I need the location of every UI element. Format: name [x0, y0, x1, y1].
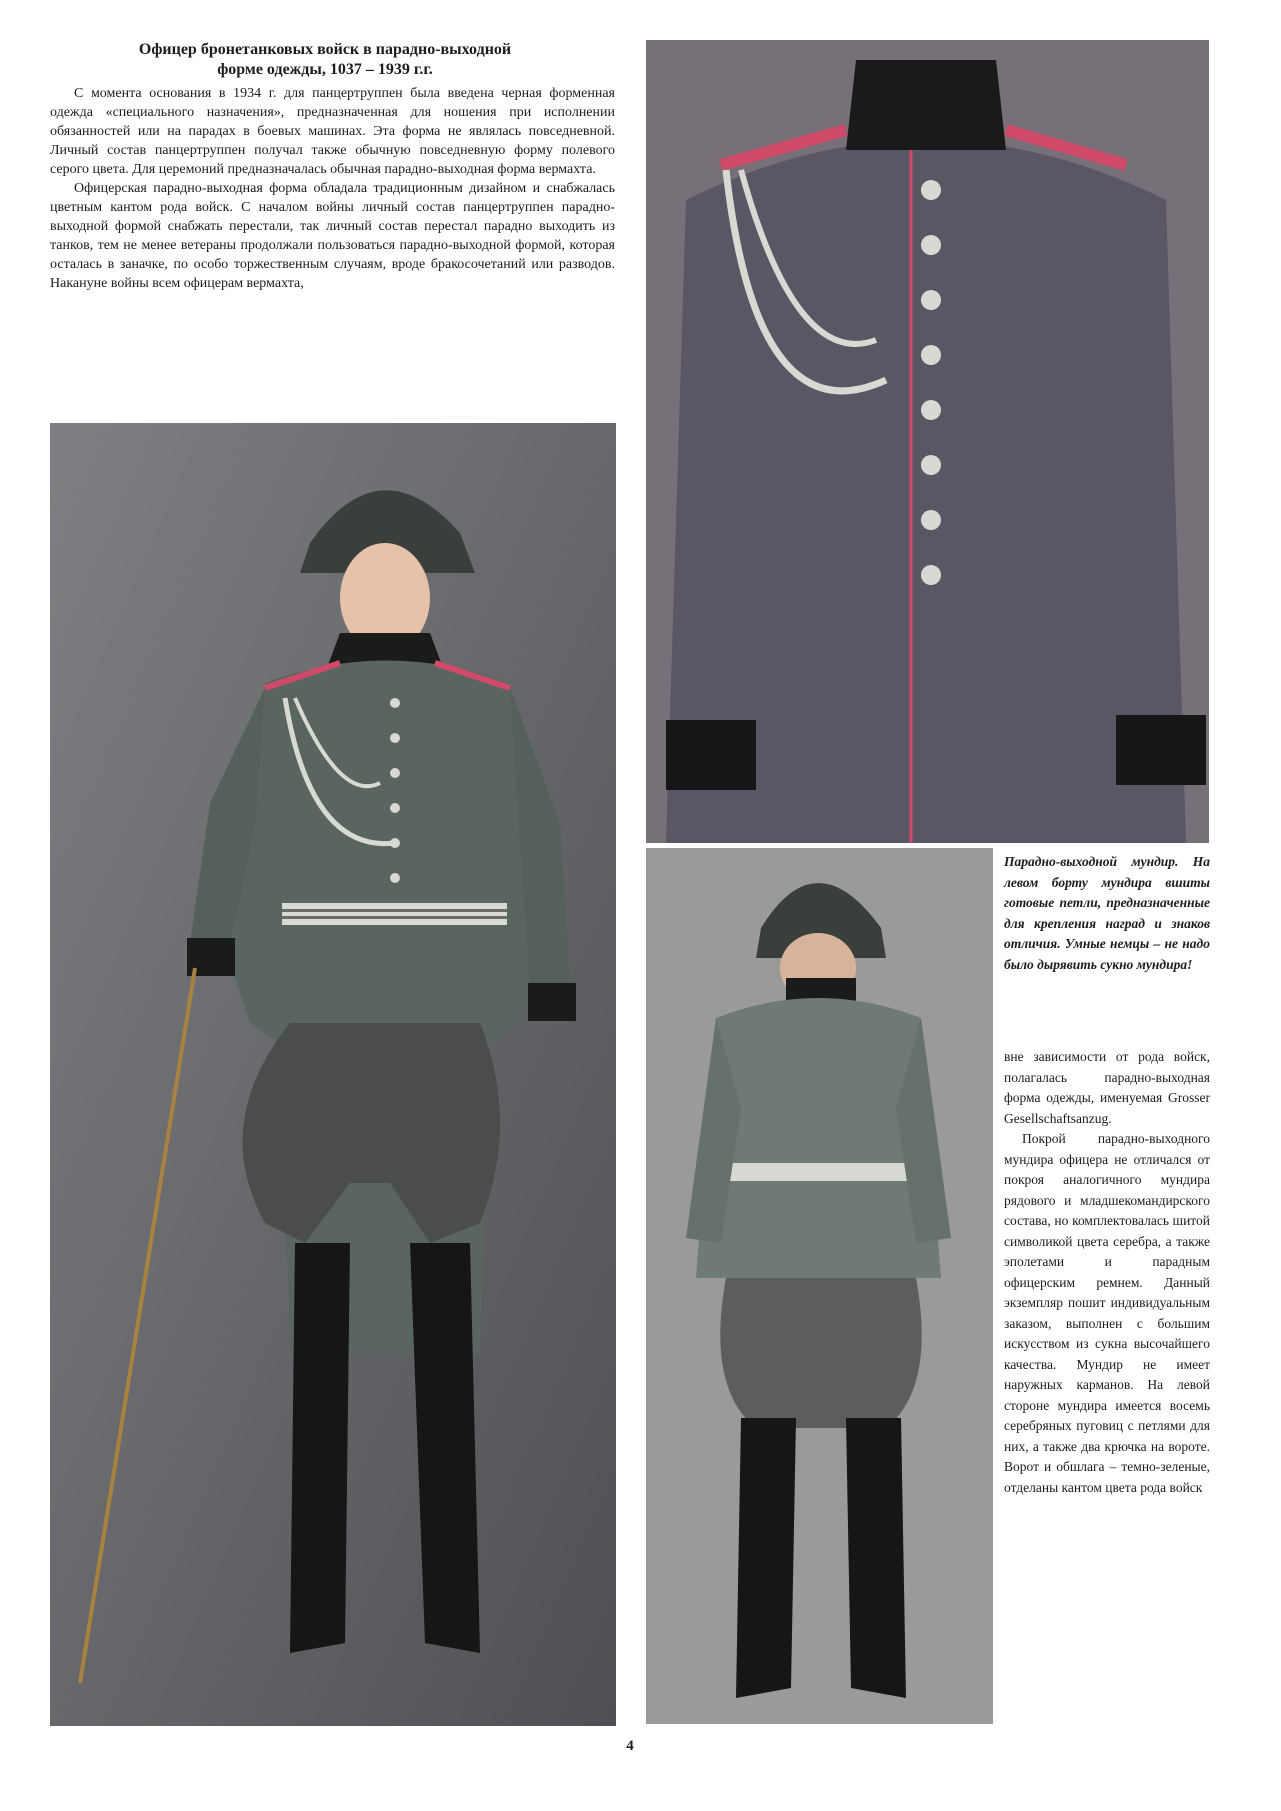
- photo-officer-front: [50, 423, 616, 1726]
- intro-paragraph-2: Офицерская парадно-выходная форма обладала традиционным дизайном и снабжалась цветным кантом рода войск. С началом войны личный состав панцертруппен парадно-выходной формой снабжать перестали, так личный состав перестал парадно выходить из танков, тем не менее ветераны продолжали пользоваться парадно-выходной формой, которая осталась в заначке, по особо торжественным случаям, вроде бракосочетаний или разводов. Накануне войны всем офицерам вермахта,: [50, 181, 615, 291]
- page-number: 4: [626, 1738, 634, 1754]
- side-paragraph-1: вне зависимости от рода войск, полагалась парадно-выходная форма одежды, именуемая Grosser Gesellschaftsanzug.: [1004, 1049, 1210, 1126]
- photo-caption: Парадно-выходной мундир. На левом борту мундира вшиты готовые петли, предназначенные для крепления наград и знаков отличия. Умные немцы – не надо было дырявить сукно мундира!: [1004, 854, 1210, 972]
- photo-tunic-closeup: [646, 40, 1209, 843]
- title-line-1: Офицер бронетанковых войск в парадно-выходной: [138, 41, 512, 58]
- intro-paragraph-1: С момента основания в 1934 г. для панцертруппен была введена черная форменная одежда «специального назначения», предназначенная для ношения при исполнении обязанностей или на парадах в боевых машинах. Эта форма не являлась повседневной. Личный состав панцертруппен получал также обычную повседневную форму полевого серого цвета. Для церемоний предназначалась обычная парадно-выходная форма вермахта.: [50, 86, 615, 177]
- side-text: [1004, 1047, 1210, 1498]
- side-paragraph-2: Покрой парадно-выходного мундира офицера не отличался от покроя аналогичного мундира рядового и младшекомандирского состава, но комплектовалась шитой символикой цвета серебра, а также эполетами и парадным офицерским ремнем. Данный экземпляр пошит индивидуальным заказом, выполнен с большим искусством из сукна высочайшего качества. Мундир не имеет наружных карманов. На левой стороне мундира имеется восемь серебряных пуговиц с петлями для них, а также два крючка на вороте. Ворот и обшлага – темно-зеленые, отделаны кантом цвета рода войск: [1004, 1131, 1210, 1495]
- title-line-2: форме одежды, 1037 – 1939 г.г.: [217, 61, 433, 78]
- photo-officer-back: [646, 848, 993, 1724]
- article-title: [90, 40, 560, 80]
- intro-text: [50, 84, 615, 293]
